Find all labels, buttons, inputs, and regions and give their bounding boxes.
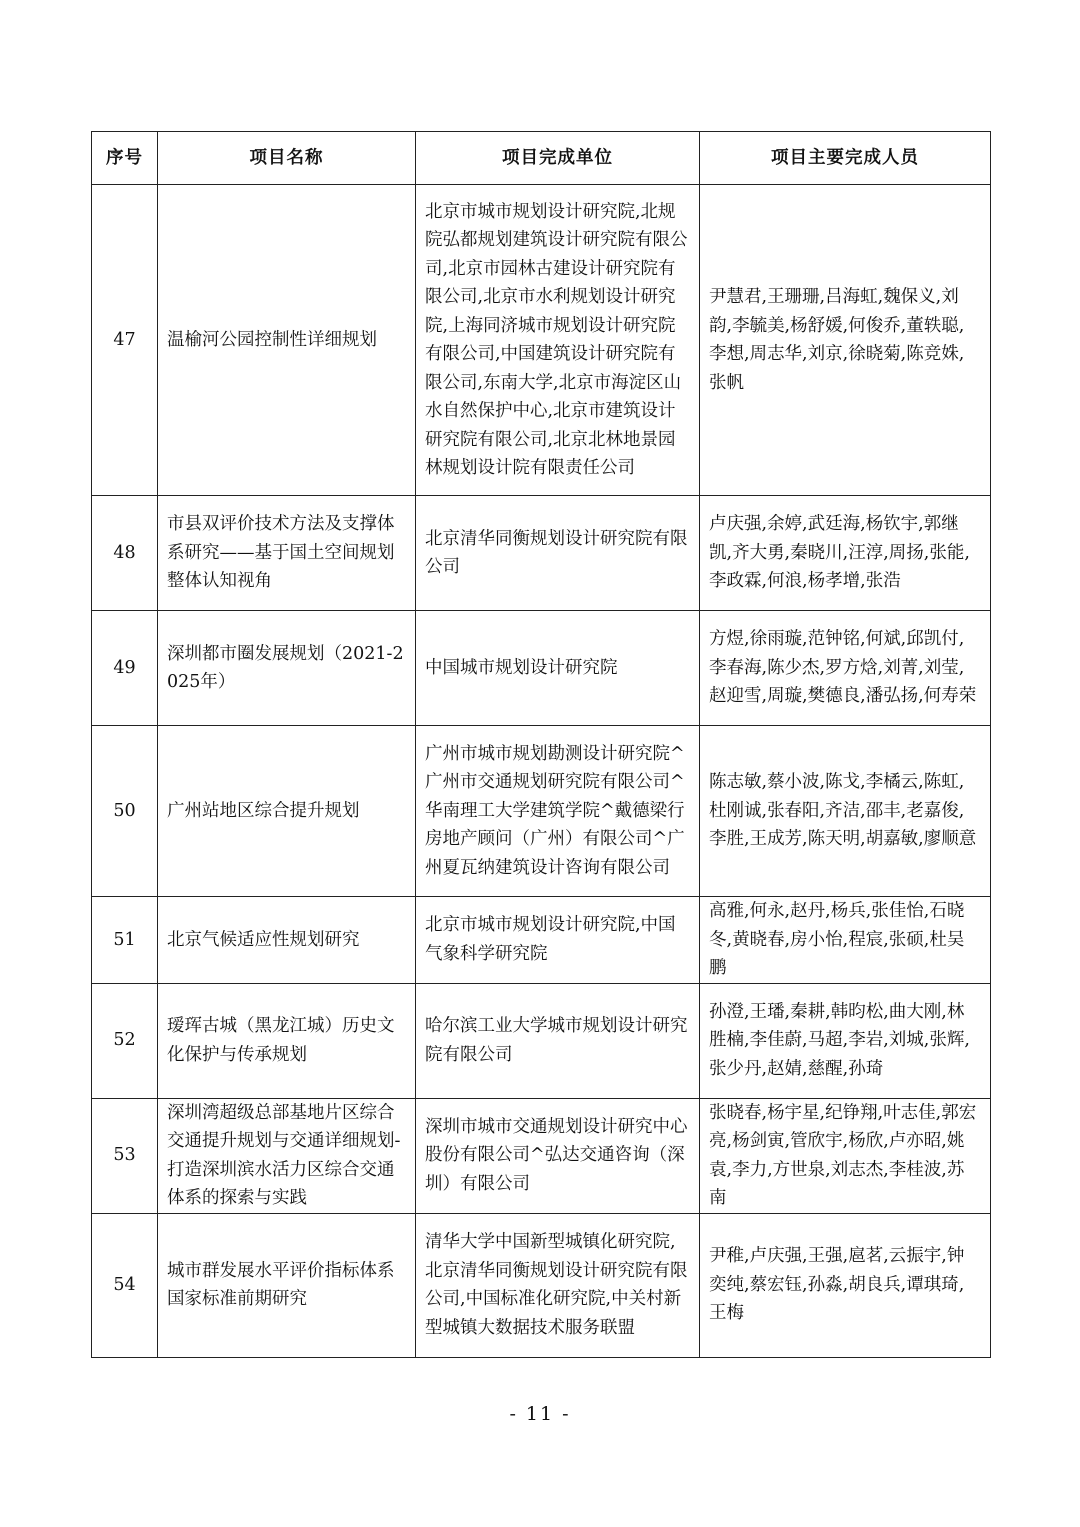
- row-people: 张晓春,杨宇星,纪铮翔,叶志佳,郭宏亮,杨剑寅,管欣宇,杨欣,卢亦昭,姚袁,李力,方世泉,刘志杰,李桂波,苏南: [700, 1098, 991, 1213]
- row-num: 54: [92, 1213, 158, 1357]
- row-unit: 哈尔滨工业大学城市规划设计研究院有限公司: [416, 983, 700, 1098]
- row-name: 深圳都市圈发展规划（2021-2025年）: [158, 611, 416, 726]
- table-row: [92, 897, 991, 984]
- table-row: [92, 611, 991, 726]
- table-header-row: [92, 132, 991, 185]
- row-name: 市县双评价技术方法及支撑体系研究——基于国土空间规划整体认知视角: [158, 496, 416, 611]
- row-num: 50: [92, 726, 158, 897]
- table-row: [92, 1098, 991, 1213]
- row-people: 陈志敏,蔡小波,陈戈,李橘云,陈虹,杜刚诚,张春阳,齐洁,邵丰,老嘉俊,李胜,王成芳,陈天明,胡嘉敏,廖顺意: [700, 726, 991, 897]
- row-num: 49: [92, 611, 158, 726]
- row-name: 城市群发展水平评价指标体系国家标准前期研究: [158, 1213, 416, 1357]
- row-num: 47: [92, 185, 158, 496]
- row-unit: 北京清华同衡规划设计研究院有限公司: [416, 496, 700, 611]
- row-unit: 北京市城市规划设计研究院,中国气象科学研究院: [416, 897, 700, 984]
- header-people: 项目主要完成人员: [700, 132, 991, 185]
- header-name: 项目名称: [158, 132, 416, 185]
- header-unit: 项目完成单位: [416, 132, 700, 185]
- row-name: 温榆河公园控制性详细规划: [158, 185, 416, 496]
- row-people: 尹慧君,王珊珊,吕海虹,魏保义,刘韵,李毓美,杨舒媛,何俊乔,董轶聪,李想,周志华,刘京,徐晓菊,陈竞姝,张帆: [700, 185, 991, 496]
- page-number: - 11 -: [509, 1403, 571, 1425]
- row-people: 卢庆强,余婷,武廷海,杨钦宇,郭继凯,齐大勇,秦晓川,汪淳,周扬,张能,李政霖,何浪,杨孝增,张浩: [700, 496, 991, 611]
- row-unit: 中国城市规划设计研究院: [416, 611, 700, 726]
- row-name: 广州站地区综合提升规划: [158, 726, 416, 897]
- document-table: [91, 131, 991, 1358]
- table-row: [92, 983, 991, 1098]
- header-num: 序号: [92, 132, 158, 185]
- row-name: 深圳湾超级总部基地片区综合交通提升规划与交通详细规划-打造深圳滨水活力区综合交通体系的探索与实践: [158, 1098, 416, 1213]
- row-name: 北京气候适应性规划研究: [158, 897, 416, 984]
- row-people: 孙澄,王璠,秦耕,韩昀松,曲大刚,林胜楠,李佳蔚,马超,李岩,刘城,张辉,张少丹,赵婧,慈醒,孙琦: [700, 983, 991, 1098]
- row-unit: 清华大学中国新型城镇化研究院,北京清华同衡规划设计研究院有限公司,中国标准化研究院,中关村新型城镇大数据技术服务联盟: [416, 1213, 700, 1357]
- table-row: [92, 726, 991, 897]
- row-unit: 广州市城市规划勘测设计研究院^广州市交通规划研究院有限公司^华南理工大学建筑学院^戴德梁行房地产顾问（广州）有限公司^广州夏瓦纳建筑设计咨询有限公司: [416, 726, 700, 897]
- row-name: 瑷珲古城（黑龙江城）历史文化保护与传承规划: [158, 983, 416, 1098]
- table-row: [92, 496, 991, 611]
- row-num: 51: [92, 897, 158, 984]
- row-people: 高雅,何永,赵丹,杨兵,张佳怡,石晓冬,黄晓春,房小怡,程宸,张硕,杜吴鹏: [700, 897, 991, 984]
- table-row: [92, 185, 991, 496]
- row-num: 48: [92, 496, 158, 611]
- row-unit: 北京市城市规划设计研究院,北规院弘都规划建筑设计研究院有限公司,北京市园林古建设计研究院有限公司,北京市水利规划设计研究院,上海同济城市规划设计研究院有限公司,中国建筑设计研究院有限公司,东南大学,北京市海淀区山水自然保护中心,北京市建筑设计研究院有限公司,北京北林地景园林规划设计院有限责任公司: [416, 185, 700, 496]
- row-unit: 深圳市城市交通规划设计研究中心股份有限公司^弘达交通咨询（深圳）有限公司: [416, 1098, 700, 1213]
- table-row: [92, 1213, 991, 1357]
- row-people: 方煜,徐雨璇,范钟铭,何斌,邱凯付,李春海,陈少杰,罗方焓,刘菁,刘莹,赵迎雪,周璇,樊德良,潘弘扬,何寿荣: [700, 611, 991, 726]
- row-num: 53: [92, 1098, 158, 1213]
- row-num: 52: [92, 983, 158, 1098]
- row-people: 尹稚,卢庆强,王强,扈茗,云振宇,钟奕纯,蔡宏钰,孙淼,胡良兵,谭琪琦,王梅: [700, 1213, 991, 1357]
